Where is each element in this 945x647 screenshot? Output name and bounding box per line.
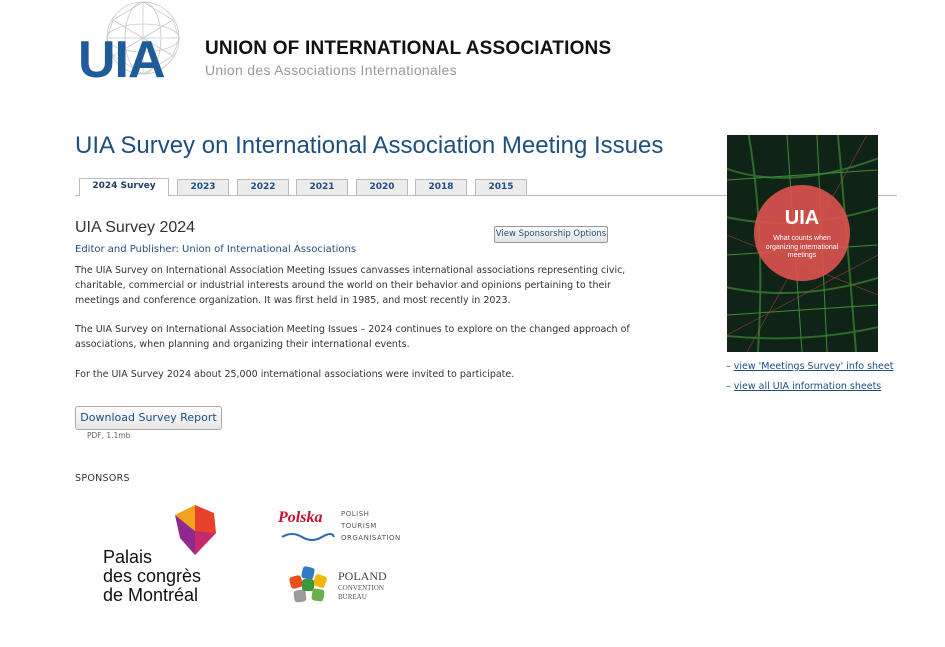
intro-paragraph: The UIA Survey on International Association Meeting Issues canvasses international associations representing civic, charitable, commercial or industrial interests around the world on their behavior and opinions pertaining to their meetings and conference organization. It was first held in 1985, and most recently in 2023. <box>75 265 626 306</box>
pcb-line-2: BUREAU <box>338 593 367 601</box>
polska-wordmark: Polska <box>278 509 323 526</box>
download-report-button[interactable]: Download Survey Report <box>75 406 222 430</box>
uia-logo[interactable] <box>78 0 188 89</box>
pcb-line-1: CONVENTION <box>338 584 384 592</box>
view-sponsorship-button[interactable]: View Sponsorship Options <box>494 226 608 243</box>
pot-line-1: POLISH <box>341 510 370 518</box>
link-dash: – <box>726 381 734 392</box>
meetings-survey-info-link[interactable] <box>726 361 893 372</box>
tab-2022[interactable]: 2022 <box>237 179 289 195</box>
palais-line-1: Palais <box>103 547 153 567</box>
meetings-survey-cover[interactable] <box>727 135 878 352</box>
tab-2015[interactable]: 2015 <box>475 179 527 195</box>
petals-icon <box>286 565 332 607</box>
cover-circle <box>754 185 850 281</box>
page-title: UIA Survey on International Association Meeting Issues <box>75 132 664 159</box>
pot-line-3: ORGANISATION <box>341 534 401 542</box>
download-file-info: PDF, 1.1mb <box>87 431 131 440</box>
cover-title: UIA <box>784 207 820 229</box>
wave-icon <box>280 531 336 543</box>
tab-2023[interactable]: 2023 <box>177 179 229 195</box>
pot-line-2: TOURISM <box>341 522 377 530</box>
link-label: view all UIA information sheets <box>733 381 882 392</box>
tab-2018[interactable]: 2018 <box>415 179 467 195</box>
cover-subtitle: What counts when organizing international meetings <box>765 235 839 259</box>
palais-des-congres-logo[interactable] <box>100 503 230 613</box>
editor-publisher: Editor and Publisher: Union of International Associations <box>75 244 357 255</box>
logo-text: UIA <box>78 31 165 89</box>
participation-paragraph: For the UIA Survey 2024 about 25,000 international associations were invited to participate. <box>75 369 515 380</box>
tab-2024-survey[interactable]: 2024 Survey <box>79 178 169 196</box>
sponsors-heading: SPONSORS <box>75 473 130 484</box>
palais-line-3: de Montréal <box>103 585 199 605</box>
polish-tourism-logo[interactable] <box>278 505 418 545</box>
org-name-french: Union des Associations Internationales <box>205 62 457 78</box>
link-label: view 'Meetings Survey' info sheet <box>733 361 894 372</box>
all-info-sheets-link[interactable] <box>726 381 881 392</box>
pcb-title: POLAND <box>338 569 387 583</box>
section-title: UIA Survey 2024 <box>75 219 196 236</box>
org-name: UNION OF INTERNATIONAL ASSOCIATIONS <box>205 38 612 59</box>
palais-line-2: des congrès <box>103 566 202 586</box>
tab-2021[interactable]: 2021 <box>296 179 348 195</box>
continuation-paragraph: The UIA Survey on International Association Meeting Issues – 2024 continues to explore on the changed approach of associations, when planning and organizing their international events. <box>75 324 630 350</box>
tab-2020[interactable]: 2020 <box>356 179 408 195</box>
link-dash: – <box>726 361 734 372</box>
poland-convention-bureau-logo[interactable] <box>286 565 416 607</box>
